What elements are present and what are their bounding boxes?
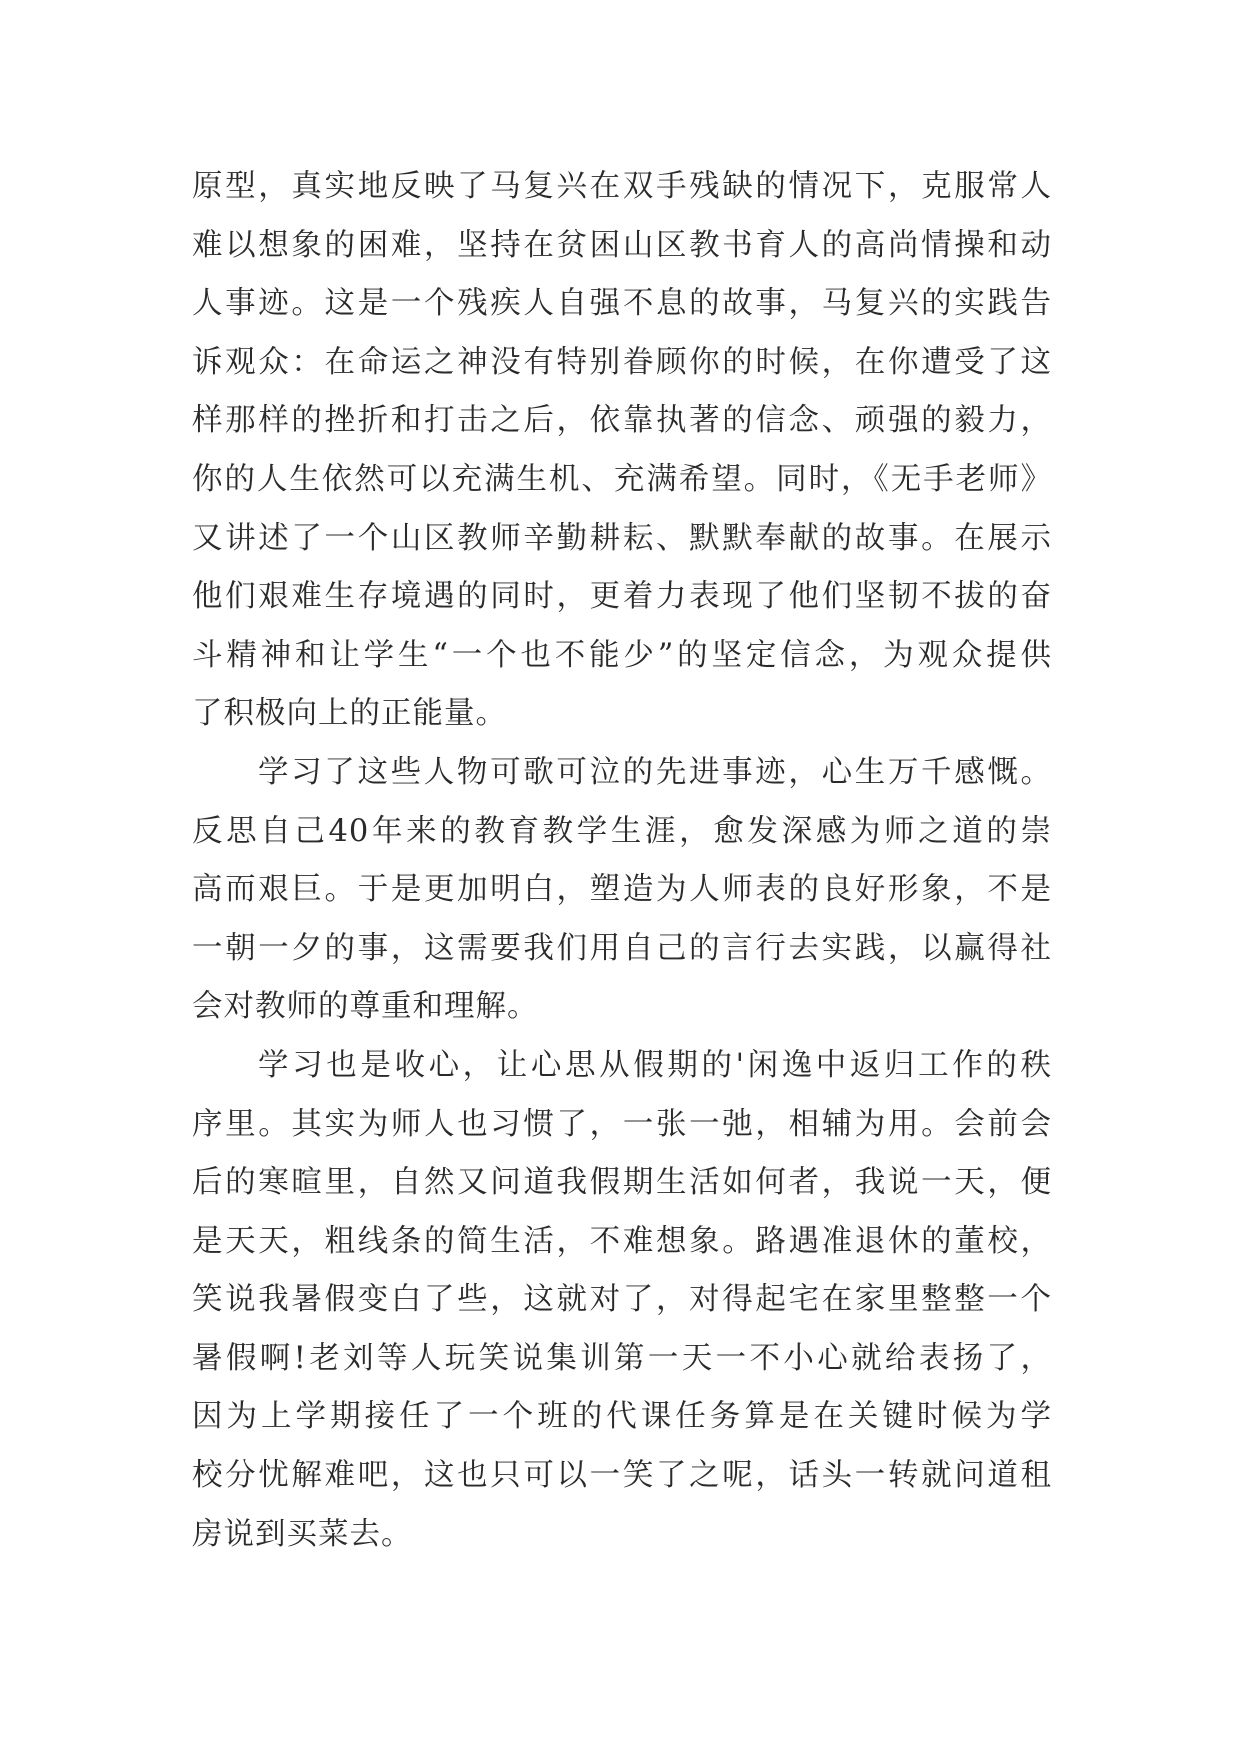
text-line: 他们艰难生存境遇的同时，更着力表现了他们坚韧不拔的奋 [192, 579, 1052, 615]
body-text [192, 158, 1052, 1564]
text-line: 一朝一夕的事，这需要我们用自己的言行去实践，以赢得社 [192, 930, 1052, 966]
text-line: 高而艰巨。于是更加明白，塑造为人师表的良好形象，不是 [192, 872, 1052, 908]
text-line: 人事迹。这是一个残疾人自强不息的故事，马复兴的实践告 [192, 286, 1052, 322]
text-line: 房说到买菜去。 [192, 1516, 413, 1552]
text-line: 后的寒暄里，自然又问道我假期生活如何者，我说一天，便 [192, 1165, 1052, 1201]
text-line: 笑说我暑假变白了些，这就对了，对得起宅在家里整整一个 [192, 1282, 1052, 1318]
text-line: 校分忧解难吧，这也只可以一笑了之呢，话头一转就问道租 [192, 1458, 1052, 1494]
paragraph-first-line: 学习了这些人物可歌可泣的先进事迹，心生万千感慨。 [258, 754, 1052, 790]
text-line: 是天天，粗线条的简生活，不难想象。路遇准退休的董校， [192, 1223, 1052, 1259]
text-line: 暑假啊!老刘等人玩笑说集训第一天一不小心就给表扬了， [192, 1340, 1052, 1376]
text-line: 难以想象的困难，坚持在贫困山区教书育人的高尚情操和动 [192, 227, 1052, 263]
text-line: 因为上学期接任了一个班的代课任务算是在关键时候为学 [192, 1399, 1052, 1435]
text-line: 样那样的挫折和打击之后，依靠执著的信念、顽强的毅力， [192, 403, 1052, 439]
text-line: 了积极向上的正能量。 [192, 696, 507, 732]
text-line: 原型，真实地反映了马复兴在双手残缺的情况下，克服常人 [192, 169, 1052, 204]
text-line: 会对教师的尊重和理解。 [192, 989, 539, 1025]
text-line: 你的人生依然可以充满生机、充满希望。同时，《无手老师》 [192, 461, 1052, 497]
text-line: 斗精神和让学生“一个也不能少”的坚定信念，为观众提供 [192, 637, 1052, 673]
text-line: 序里。其实为师人也习惯了，一张一弛，相辅为用。会前会 [192, 1106, 1052, 1142]
text-line: 反思自己40年来的教育教学生涯，愈发深感为师之道的崇 [192, 813, 1052, 849]
text-line: 又讲述了一个山区教师辛勤耕耘、默默奉献的故事。在展示 [192, 520, 1052, 556]
text-line: 诉观众：在命运之神没有特别眷顾你的时候，在你遭受了这 [192, 344, 1052, 380]
paragraph-first-line: 学习也是收心，让心思从假期的'闲逸中返归工作的秩 [258, 1047, 1052, 1083]
